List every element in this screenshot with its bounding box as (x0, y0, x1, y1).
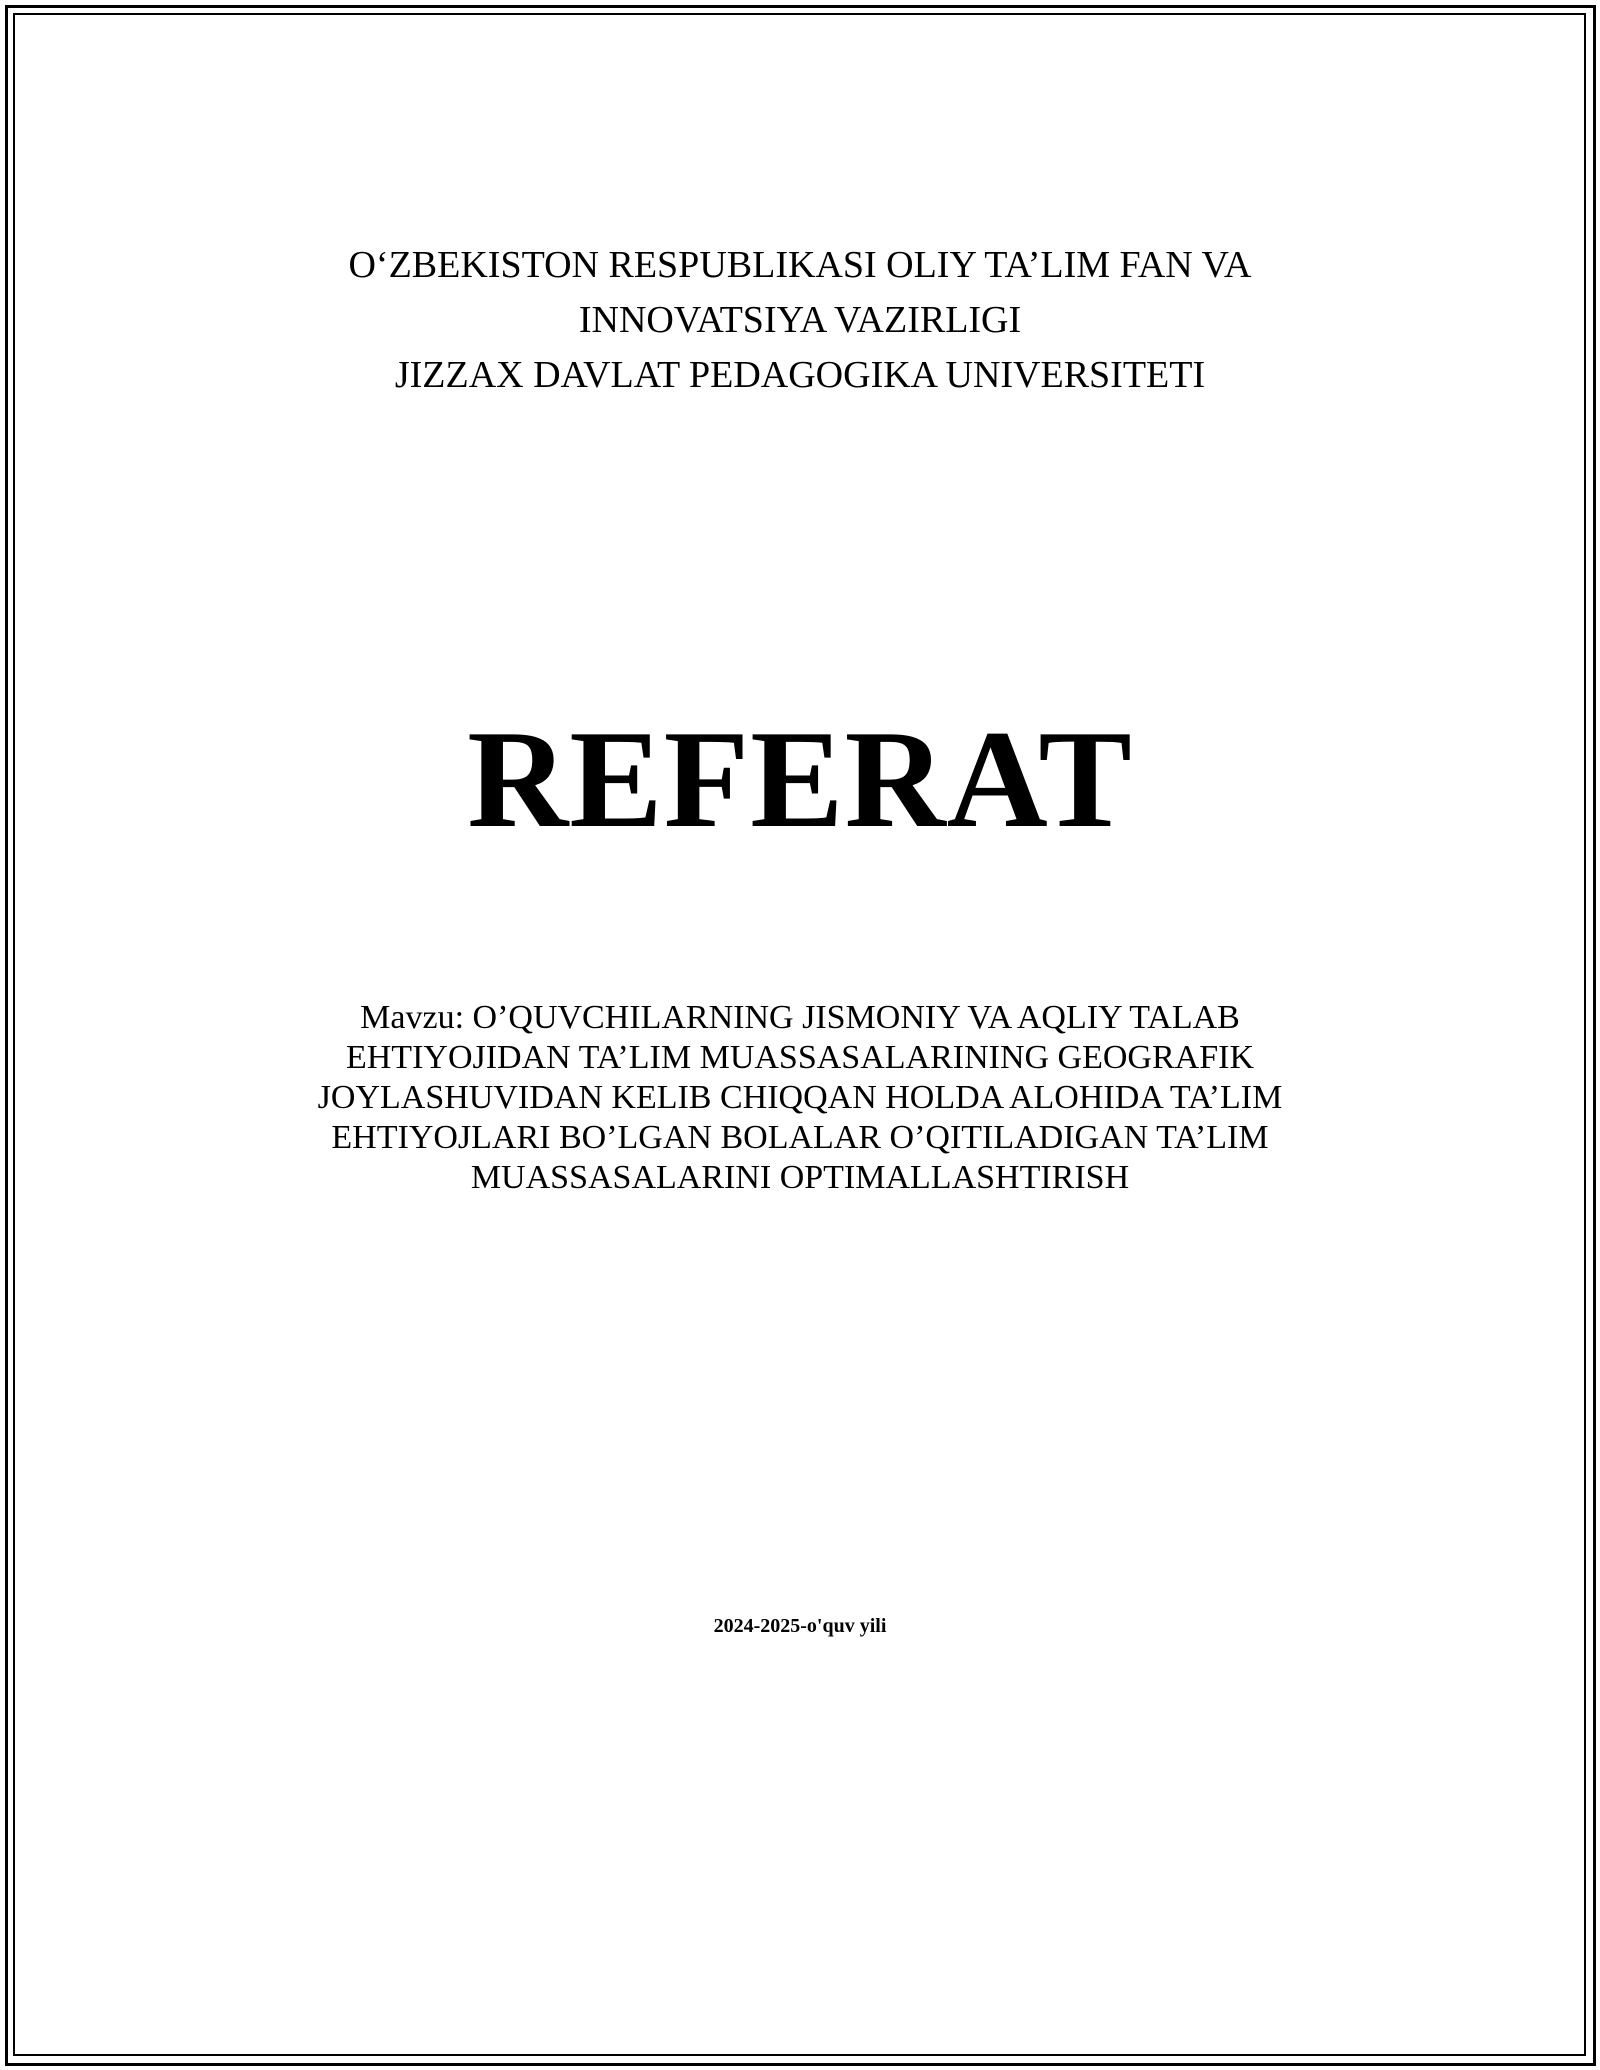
topic-line: Mavzu: O’QUVCHILARNING JISMONIY VA AQLIY TALAB (360, 999, 1240, 1036)
topic-line: MUASSASALARINI OPTIMALLASHTIRISH (470, 1159, 1130, 1196)
document-title: REFERAT (467, 702, 1133, 857)
university-name: JIZZAX DAVLAT PEDAGOGIKA UNIVERSITETI (394, 354, 1206, 396)
ministry-line-2: INNOVATSIYA VAZIRLIGI (578, 299, 1022, 341)
topic-line: EHTIYOJLARI BO’LGAN BOLALAR O’QITILADIGAN TA’LIM (331, 1119, 1269, 1156)
topic-block (0, 998, 1600, 1198)
topic-line: JOYLASHUVIDAN KELIB CHIQQAN HOLDA ALOHIDA TA’LIM (317, 1079, 1283, 1116)
topic-line: EHTIYOJIDAN TA’LIM MUASSASALARINING GEOGRAFIK (345, 1039, 1255, 1076)
institution-header (0, 238, 1600, 403)
academic-year: 2024-2025-o'quv yili (713, 1615, 887, 1637)
ministry-line-1: O‘ZBEKISTON RESPUBLIKASI OLIY TA’LIM FAN VA (348, 244, 1252, 286)
